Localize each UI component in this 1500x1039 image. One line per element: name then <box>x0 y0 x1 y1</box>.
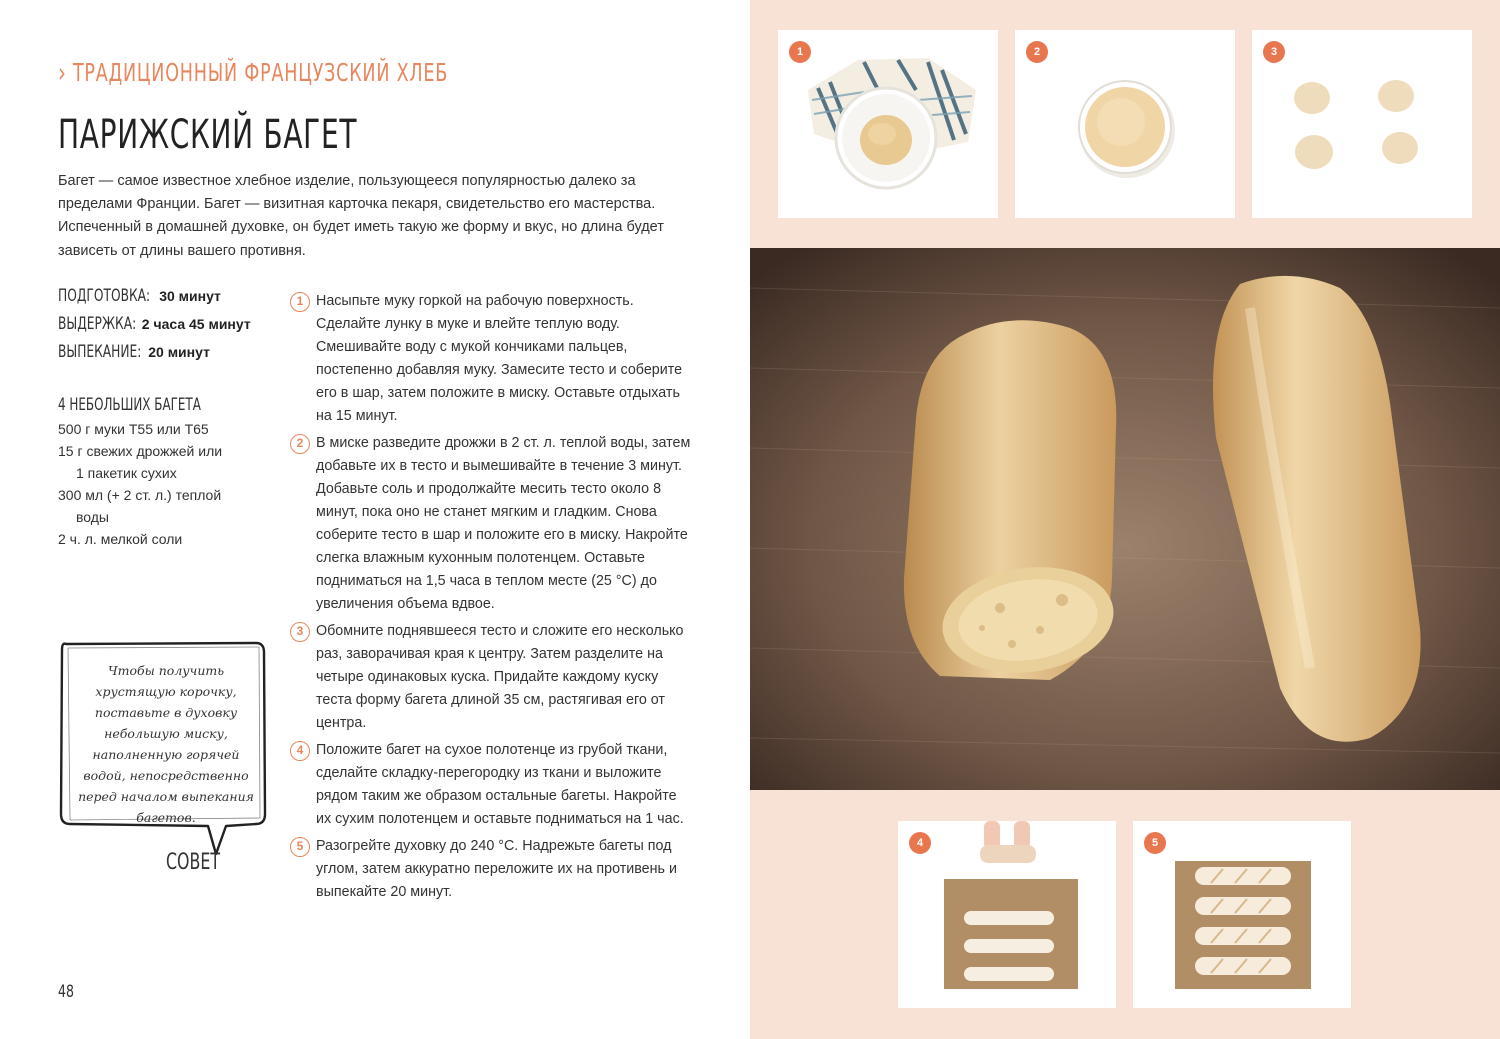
bake-time <box>58 342 278 370</box>
step-text: Насыпьте муку горкой на рабочую поверхность. Сделайте лунку в муке и влейте теплую воду. Смешивайте воду с мукой кончиками пальцев, постепенно добавляя муку. Замесите тесто и соберите его в шар, затем положите в миску. Оставьте отдыхать на 15 минут. <box>316 293 683 424</box>
step-photo-4 <box>898 821 1116 1008</box>
ingredients <box>58 392 278 550</box>
ingredients-title: 4 НЕБОЛЬШИХ БАГЕТА <box>58 395 201 415</box>
step-item <box>290 432 692 616</box>
time-info <box>58 286 278 370</box>
step-item <box>290 739 692 831</box>
tip-text: Чтобы получить хрустящую корочку, поставьте в духовку небольшую миску, наполненную горячей водой, непосредственно перед началом выпекания багетов. <box>78 663 254 825</box>
step-item <box>290 290 692 428</box>
page-number: 48 <box>58 982 74 1002</box>
baguettes-image <box>750 248 1500 790</box>
scored-baguettes-image <box>1133 821 1351 1008</box>
rest-time-value: 2 часа 45 минут <box>141 316 251 332</box>
photo-step-badge: 3 <box>1263 41 1285 63</box>
chevron-right-icon: › <box>58 56 67 89</box>
step-photo-5 <box>1133 821 1351 1008</box>
right-page <box>750 0 1500 1039</box>
step-number-badge: 2 <box>290 434 310 454</box>
step-text: Обомните поднявшееся тесто и сложите его несколько раз, заворачивая края к центру. Затем разделите на четыре одинаковых куска. Придайте каждому куску теста форму багета длиной 35 см, растягивая его от центра. <box>316 623 684 731</box>
section-title-text: ТРАДИЦИОННЫЙ ФРАНЦУЗСКИЙ ХЛЕБ <box>72 58 449 87</box>
photo-step-badge: 1 <box>789 41 811 63</box>
four-dough-pieces-image <box>1252 30 1472 218</box>
photo-step-badge: 4 <box>909 832 931 854</box>
step-number-badge: 5 <box>290 837 310 857</box>
ingredient-item: 2 ч. л. мелкой соли <box>58 531 183 547</box>
step-number-badge: 4 <box>290 741 310 761</box>
step-text: В миске разведите дрожжи в 2 ст. л. теплой воды, затем добавьте их в тесто и вымешивайте в течение 3 минут. Добавьте соль и продолжайте месить тесто около 8 минут, пока оно не станет мягким и гладким. Снова соберите тесто в шар и положите его в миску. Накройте слегка влажным кухонным полотенцем. Оставьте подниматься на 1,5 часа в теплом месте (25 °C) до увеличения объема вдвое. <box>316 435 691 612</box>
bake-time-value: 20 минут <box>148 344 210 360</box>
step-photo-3 <box>1252 30 1472 218</box>
ingredient-item: 300 мл (+ 2 ст. л.) теплой воды <box>58 487 222 525</box>
step-text: Положите багет на сухое полотенце из грубой ткани, сделайте складку-перегородку из ткани и выложите рядом таким же образом остальные багеты. Накройте их сухим полотенцем и оставьте подниматься на 1 час. <box>316 742 684 827</box>
step-number-badge: 1 <box>290 292 310 312</box>
ingredient-item: 15 г свежих дрожжей или 1 пакетик сухих <box>58 443 223 481</box>
step-item <box>290 835 692 904</box>
section-title <box>58 56 448 89</box>
prep-time-value: 30 минут <box>159 288 221 304</box>
rest-time-label: ВЫДЕРЖКА: <box>58 314 137 334</box>
step-number-badge: 3 <box>290 622 310 642</box>
step-item <box>290 620 692 735</box>
rest-time <box>58 314 278 342</box>
baguettes-photo <box>750 248 1500 790</box>
step-text: Разогрейте духовку до 240 °C. Надрежьте багеты под углом, затем аккуратно переложите их на противень и выпекайте 20 минут. <box>316 838 677 900</box>
risen-dough-bowl-image <box>1015 30 1235 218</box>
intro-paragraph: Багет — самое известное хлебное изделие, пользующееся популярностью далеко за пределами Франции. Багет — визитная карточка пекаря, свидетельство его мастерства. Испеченный в домашней духовке, он будет иметь такую же форму и вкус, но длина будет зависеть от длины вашего противня. <box>58 173 664 259</box>
ingredient-item: 500 г муки Т55 или Т65 <box>58 421 209 437</box>
recipe-title: ПАРИЖСКИЙ БАГЕТ <box>58 112 358 158</box>
dough-bowl-towel-image <box>778 30 998 218</box>
photo-step-badge: 5 <box>1144 832 1166 854</box>
ingredients-list <box>58 418 278 550</box>
steps-list <box>290 290 692 908</box>
prep-time-label: ПОДГОТОВКА: <box>58 286 151 306</box>
photo-step-badge: 2 <box>1026 41 1048 63</box>
bake-time-label: ВЫПЕКАНИЕ: <box>58 342 142 362</box>
shaping-baguettes-image <box>898 821 1116 1008</box>
tip-label: СОВЕТ <box>166 850 221 875</box>
step-photo-2 <box>1015 30 1235 218</box>
tip-bubble <box>58 638 270 834</box>
prep-time <box>58 286 278 314</box>
step-photo-1 <box>778 30 998 218</box>
